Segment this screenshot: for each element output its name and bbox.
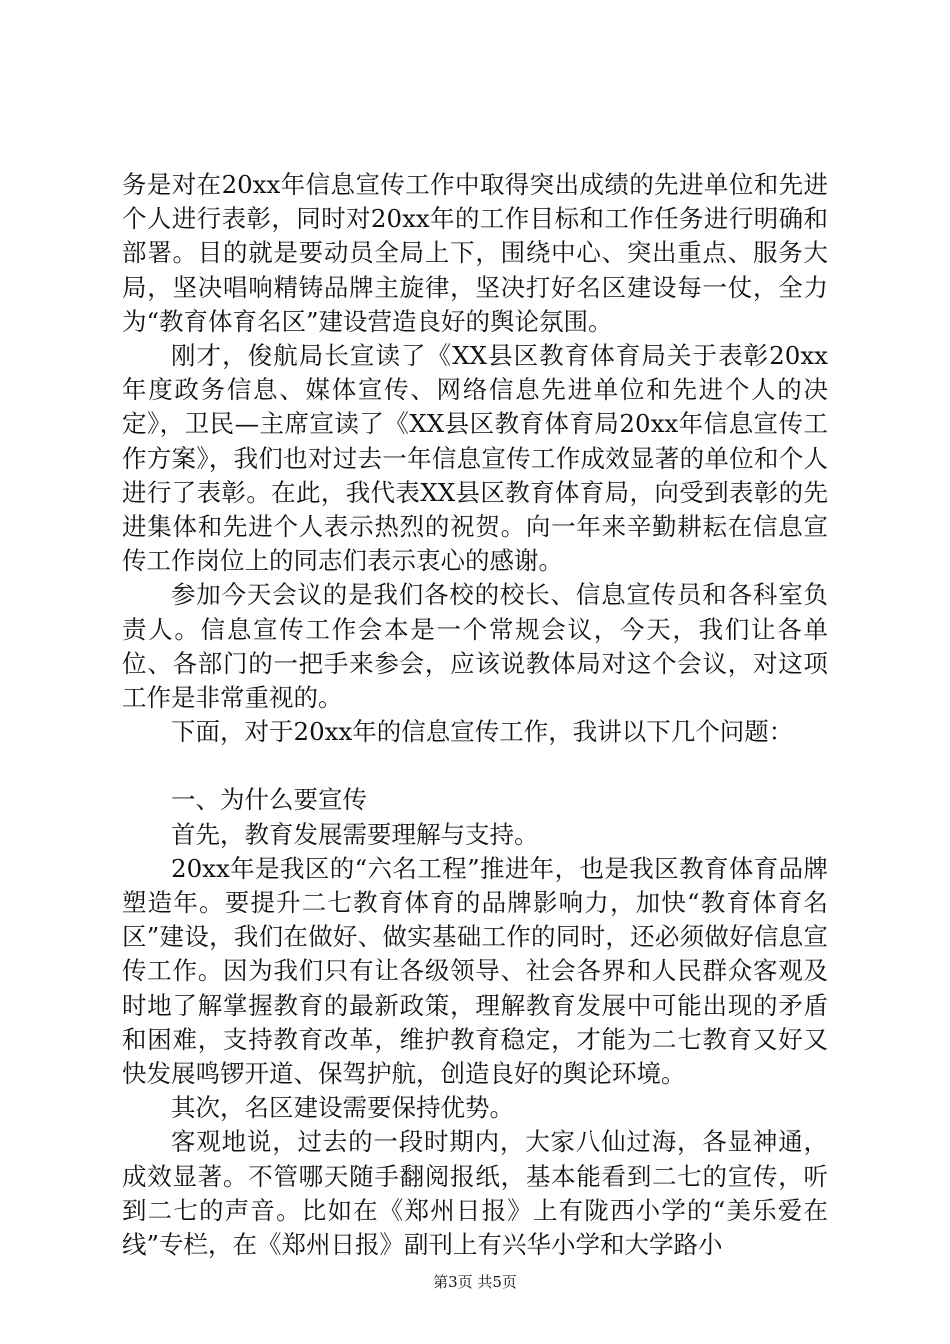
page-number-footer: 第3页 共5页 <box>433 1273 517 1291</box>
paragraph-2: 刚才，俊航局长宣读了《XX县区教育体育局关于表彰20xx年度政务信息、媒体宣传、网络信息先进单位和先进个人的决定》，卫民—主席宣读了《XX县区教育体育局20xx年信息宣传工作方案》，我们也对过去一年信息宣传工作成效显著的单位和个人进行了表彰。在此，我代表XX县区教育体育局，向受到表彰的先进集体和先进个人表示热烈的祝贺。向一年来辛勤耕耘在信息宣传工作岗位上的同志们表示衷心的感谢。 <box>122 341 828 576</box>
paragraph-4: 下面，对于20xx年的信息宣传工作，我讲以下几个问题： <box>171 717 794 747</box>
paragraph-3: 参加今天会议的是我们各校的校长、信息宣传员和各科室负责人。信息宣传工作会本是一个常规会议，今天，我们让各单位、各部门的一把手来参会，应该说教体局对这个会议，对这项工作是非常重视的。 <box>122 580 828 713</box>
paragraph-6: 20xx年是我区的“六名工程”推进年，也是我区教育体育品牌塑造年。要提升二七教育体育的品牌影响力，加快“教育体育名区”建设，我们在做好、做实基础工作的同时，还必须做好信息宣传工作。因为我们只有让各级领导、社会各界和人民群众客观及时地了解掌握教育的最新政策，理解教育发展中可能出现的矛盾和困难，支持教育改革，维护教育稳定，才能为二七教育又好又快发展鸣锣开道、保驾护航，创造良好的舆论环境。 <box>122 853 828 1089</box>
paragraph-1: 务是对在20xx年信息宣传工作中取得突出成绩的先进单位和先进个人进行表彰，同时对20xx年的工作目标和工作任务进行明确和部署。目的就是要动员全局上下，围绕中心、突出重点、服务大局，坚决唱响精铸品牌主旋律，坚决打好名区建设每一仗，全力为“教育体育名区”建设营造良好的舆论氛围。 <box>122 170 828 336</box>
paragraph-5: 首先，教育发展需要理解与支持。 <box>171 819 539 849</box>
paragraph-8: 客观地说，过去的一段时期内，大家八仙过海，各显神通，成效显著。不管哪天随手翻阅报纸，基本能看到二七的宣传，听到二七的声音。比如在《郑州日报》上有陇西小学的“美乐爱在线”专栏，在《郑州日报》副刊上有兴华小学和大学路小 <box>122 1127 828 1260</box>
section-heading-1: 一、为什么要宣传 <box>171 785 367 815</box>
document-body <box>122 168 828 1262</box>
paragraph-7: 其次，名区建设需要保持优势。 <box>171 1093 514 1123</box>
